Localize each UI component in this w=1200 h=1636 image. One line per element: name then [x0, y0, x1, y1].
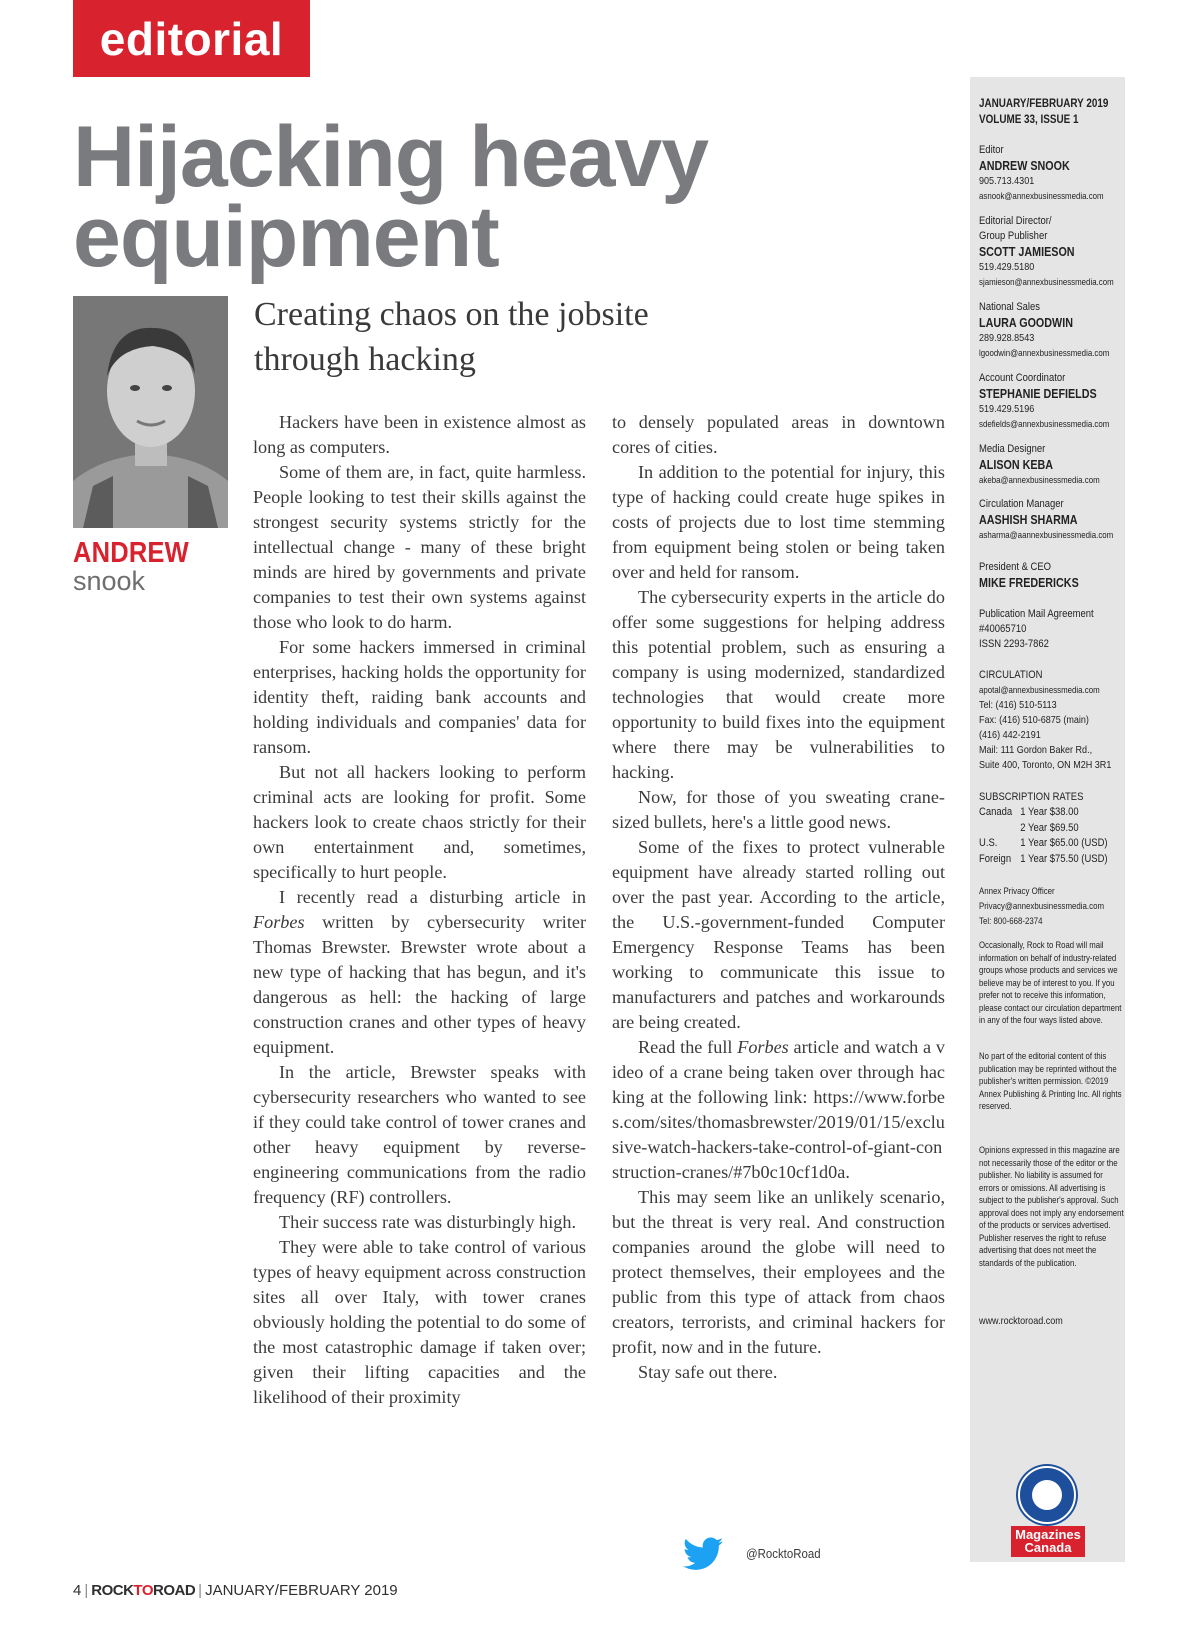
staff-name: ALISON KEBA: [979, 458, 1054, 472]
staff-phone: 519.429.5196: [979, 403, 1035, 415]
staff-role: President & CEO: [979, 561, 1052, 573]
issue-volume: VOLUME 33, ISSUE 1: [979, 114, 1079, 126]
opinions-notice: [979, 1145, 1127, 1270]
rates-title: SUBSCRIPTION RATES: [979, 791, 1084, 803]
rate-region: Canada: [979, 806, 1013, 818]
article-paragraph: In the article, Brewster speaks with cybersecurity researchers who wanted to see if they could take control of tower cranes and other heavy equipment by reverse-engineering communications from the radio frequency (RF) controllers.: [253, 1062, 586, 1207]
staff-email: lgoodwin@annexbusinessmedia.com: [979, 348, 1110, 359]
circulation-line: (416) 442-2191: [979, 729, 1041, 741]
article-paragraph: Now, for those of you sweating crane-sized bullets, here's a little good news.: [612, 787, 945, 832]
author-first-name: ANDREW: [73, 537, 189, 569]
staff-email: sjamieson@annexbusinessmedia.com: [979, 277, 1114, 288]
text-run: written by cybersecurity writer Thomas Brewster. Brewster wrote about a new type of hacking that has begun, and it's dangerous as hell: the hacking of large construction cranes and other types of heavy equipment.: [253, 912, 586, 1057]
privacy-line: Annex Privacy Officer: [979, 886, 1055, 897]
staff-role-2: Group Publisher: [979, 230, 1048, 242]
author-portrait-image: [73, 296, 228, 528]
text-run: I recently read a disturbing article in: [279, 887, 586, 907]
brand-part: ROAD: [152, 1582, 196, 1599]
circulation-line: Tel: (416) 510-5113: [979, 699, 1057, 711]
website-url: www.rocktoroad.com: [979, 1315, 1063, 1327]
staff-role: Editor: [979, 144, 1004, 156]
subscription-rates: [979, 790, 1127, 867]
website: [979, 1314, 1127, 1329]
article-paragraph: to densely populated areas in downtown cores of cities.: [612, 412, 945, 457]
privacy-info: [979, 884, 1127, 929]
staff-designer: [979, 442, 1127, 488]
staff-role: Account Coordinator: [979, 372, 1066, 384]
footer-divider: |: [198, 1582, 203, 1599]
article-paragraph: For some hackers immersed in criminal enterprises, hacking holds the opportunity for identity theft, raiding bank accounts and holding individuals and companies' data for ransom.: [253, 637, 586, 757]
staff-name: SCOTT JAMIESON: [979, 245, 1075, 259]
article-paragraph: The cybersecurity experts in the article do offer some suggestions for helping address this potential problem, such as ensuring a company is using modernized, standardized technologies that would create more opportunity to build fixes into the equipment where there may be vulnerabilities to hacking.: [612, 587, 945, 782]
subtitle: [254, 292, 734, 382]
privacy-line: Tel: 800-668-2374: [979, 916, 1043, 927]
headline-line-2: equipment: [73, 189, 499, 285]
page-footer: [73, 1582, 398, 1599]
twitter-handle[interactable]: @RocktoRoad: [746, 1546, 821, 1561]
twitter-bird-icon[interactable]: [683, 1537, 723, 1571]
subtitle-line-2: through hacking: [254, 341, 476, 378]
footer-date: JANUARY/FEBRUARY 2019: [205, 1582, 398, 1599]
brand-part: ROCK: [91, 1582, 134, 1599]
circulation-info: [979, 668, 1127, 773]
publication-line: Publication Mail Agreement: [979, 608, 1094, 620]
text-run: article and watch a video of a crane being taken over through hacking at the following link: https://www.forbes.com/sites/thomasbrewster/2019/01/15/exclusive-watch-hackers-take-control-of-giant-construction-cranes/#7b0c10cf1d0a.: [612, 1037, 945, 1182]
article-paragraph-forbes: [253, 885, 586, 1060]
rate-value: 1 Year $38.00: [1020, 806, 1079, 818]
issue-date: JANUARY/FEBRUARY 2019: [979, 98, 1109, 110]
rate-row: [979, 852, 1106, 868]
article-column-2: [612, 410, 945, 1385]
staff-phone: 905.713.4301: [979, 175, 1035, 187]
article-paragraph: Some of the fixes to protect vulnerable equipment have already started rolling out over the past year. According to the article, the U.S.-government-funded Computer Emergency Response Teams has been working to communicate this issue to manufacturers and patches and workarounds are being created.: [612, 837, 945, 1032]
headline: [73, 109, 793, 285]
staff-role: National Sales: [979, 301, 1041, 313]
author-photo: [73, 296, 228, 528]
circulation-line: Suite 400, Toronto, ON M2H 3R1: [979, 759, 1112, 771]
page-number: 4: [73, 1582, 82, 1599]
author-last-name: snook: [73, 566, 146, 596]
article-paragraph: Their success rate was disturbingly high.: [279, 1212, 576, 1232]
article-paragraph: But not all hackers looking to perform criminal acts are looking for profit. Some hackers look to create chaos strictly for their own entertainment and, sometimes, specifically to hurt people.: [253, 762, 586, 882]
staff-editor: [979, 143, 1127, 204]
article-paragraph: In addition to the potential for injury, this type of hacking could create huge spikes in costs of projects due to lost time stemming from equipment being stolen or being taken over and held for ransom.: [612, 462, 945, 582]
rate-row: [979, 821, 1106, 837]
rate-row: [979, 805, 1106, 821]
staff-role: Editorial Director/: [979, 215, 1052, 227]
staff-publisher: [979, 214, 1127, 290]
publication-line: ISSN 2293-7862: [979, 638, 1049, 650]
article-paragraph: Stay safe out there.: [638, 1362, 778, 1382]
brand-logo: [91, 1582, 195, 1599]
article-column-1: [253, 410, 586, 1410]
circulation-line: Fax: (416) 510-6875 (main): [979, 714, 1089, 726]
text-run: Read the full: [638, 1037, 738, 1057]
mailing-notice: [979, 940, 1127, 1028]
staff-circulation-manager: [979, 497, 1127, 543]
brand-part: TO: [133, 1582, 153, 1599]
article-paragraph-link: [612, 1035, 945, 1185]
rate-value: 1 Year $65.00 (USD): [1020, 837, 1108, 849]
section-tag: editorial: [73, 0, 310, 77]
notice-text: Opinions expressed in this magazine are not necessarily those of the editor or the publisher. No liability is assumed for errors or omissions. All advertising is subject to the publisher's approval. Such approval does not imply any endorsement of the products or services advertised. Publisher reserves the right to refuse advertising that does not meet the standards of the publication.: [979, 1145, 1124, 1269]
magazines-canada-logo: Magazines Canada: [1011, 1526, 1085, 1557]
publication-info: [979, 607, 1127, 652]
publication-line: #40065710: [979, 623, 1027, 635]
publication-name: Forbes: [253, 912, 305, 932]
staff-email: asnook@annexbusinessmedia.com: [979, 191, 1104, 202]
rate-row: [979, 836, 1106, 852]
rate-region: U.S.: [979, 837, 998, 849]
staff-name: ANDREW SNOOK: [979, 159, 1070, 173]
footer-divider: |: [84, 1582, 89, 1599]
headline-line-1: Hijacking heavy: [73, 109, 709, 205]
staff-email: sdefields@annexbusinessmedia.com: [979, 419, 1110, 430]
article-paragraph: Some of them are, in fact, quite harmless. People looking to test their skills against the strongest security systems strictly for the intellectual change - many of these bright minds are hired by governments and private companies to test their own systems against those who look to do harm.: [253, 462, 586, 632]
staff-president: [979, 560, 1127, 591]
notice-text: No part of the editorial content of this publication may be reprinted without the publisher's written permission. ©2019 Annex Publishing & Printing Inc. All rights reserved.: [979, 1051, 1122, 1112]
staff-name: MIKE FREDERICKS: [979, 576, 1079, 590]
rate-region: Foreign: [979, 852, 1012, 865]
circulation-seal-icon: [1018, 1466, 1076, 1524]
privacy-line: Privacy@annexbusinessmedia.com: [979, 901, 1105, 912]
staff-name: AASHISH SHARMA: [979, 513, 1078, 527]
publication-name: Forbes: [737, 1037, 789, 1057]
twitter-bird-svg: [683, 1537, 723, 1571]
masthead-issue: [979, 96, 1127, 128]
staff-phone: 519.429.5180: [979, 261, 1035, 273]
subtitle-line-1: Creating chaos on the jobsite: [254, 296, 649, 333]
staff-email: akeba@annexbusinessmedia.com: [979, 475, 1100, 486]
staff-role: Circulation Manager: [979, 498, 1064, 510]
circulation-line: apotal@annexbusinessmedia.com: [979, 685, 1100, 696]
staff-name: LAURA GOODWIN: [979, 316, 1073, 330]
notice-text: Occasionally, Rock to Road will mail information on behalf of industry-related groups whose products and services we believe may be of interest to you. If you prefer not to receive this information, please contact our circulation department in any of the four ways listed above.: [979, 940, 1122, 1026]
article-paragraph: This may seem like an unlikely scenario, but the threat is very real. And construction companies around the globe will need to protect themselves, their employees and the public from this type of attack from chaos creators, terrorists, and criminal hackers for profit, now and in the future.: [612, 1187, 945, 1357]
copyright-notice: [979, 1051, 1127, 1114]
staff-role: Media Designer: [979, 443, 1046, 455]
staff-sales: [979, 300, 1127, 361]
rate-value: 1 Year $75.50 (USD): [1020, 852, 1108, 865]
staff-name: STEPHANIE DEFIELDS: [979, 387, 1097, 401]
article-paragraph: Hackers have been in existence almost as long as computers.: [253, 412, 586, 457]
staff-email: asharma@aannexbusinessmedia.com: [979, 530, 1114, 541]
article-paragraph: They were able to take control of various types of heavy equipment across construction sites all over Italy, with tower cranes obviously holding the potential to do some of the most catastrophic damage if taken over; given their lifting capacities and the likelihood of their proximity: [253, 1237, 586, 1407]
circulation-line: Mail: 111 Gordon Baker Rd.,: [979, 744, 1093, 756]
circulation-title: CIRCULATION: [979, 669, 1043, 681]
staff-phone: 289.928.8543: [979, 332, 1035, 344]
staff-coordinator: [979, 371, 1127, 432]
rate-value: 2 Year $69.50: [1020, 821, 1079, 834]
